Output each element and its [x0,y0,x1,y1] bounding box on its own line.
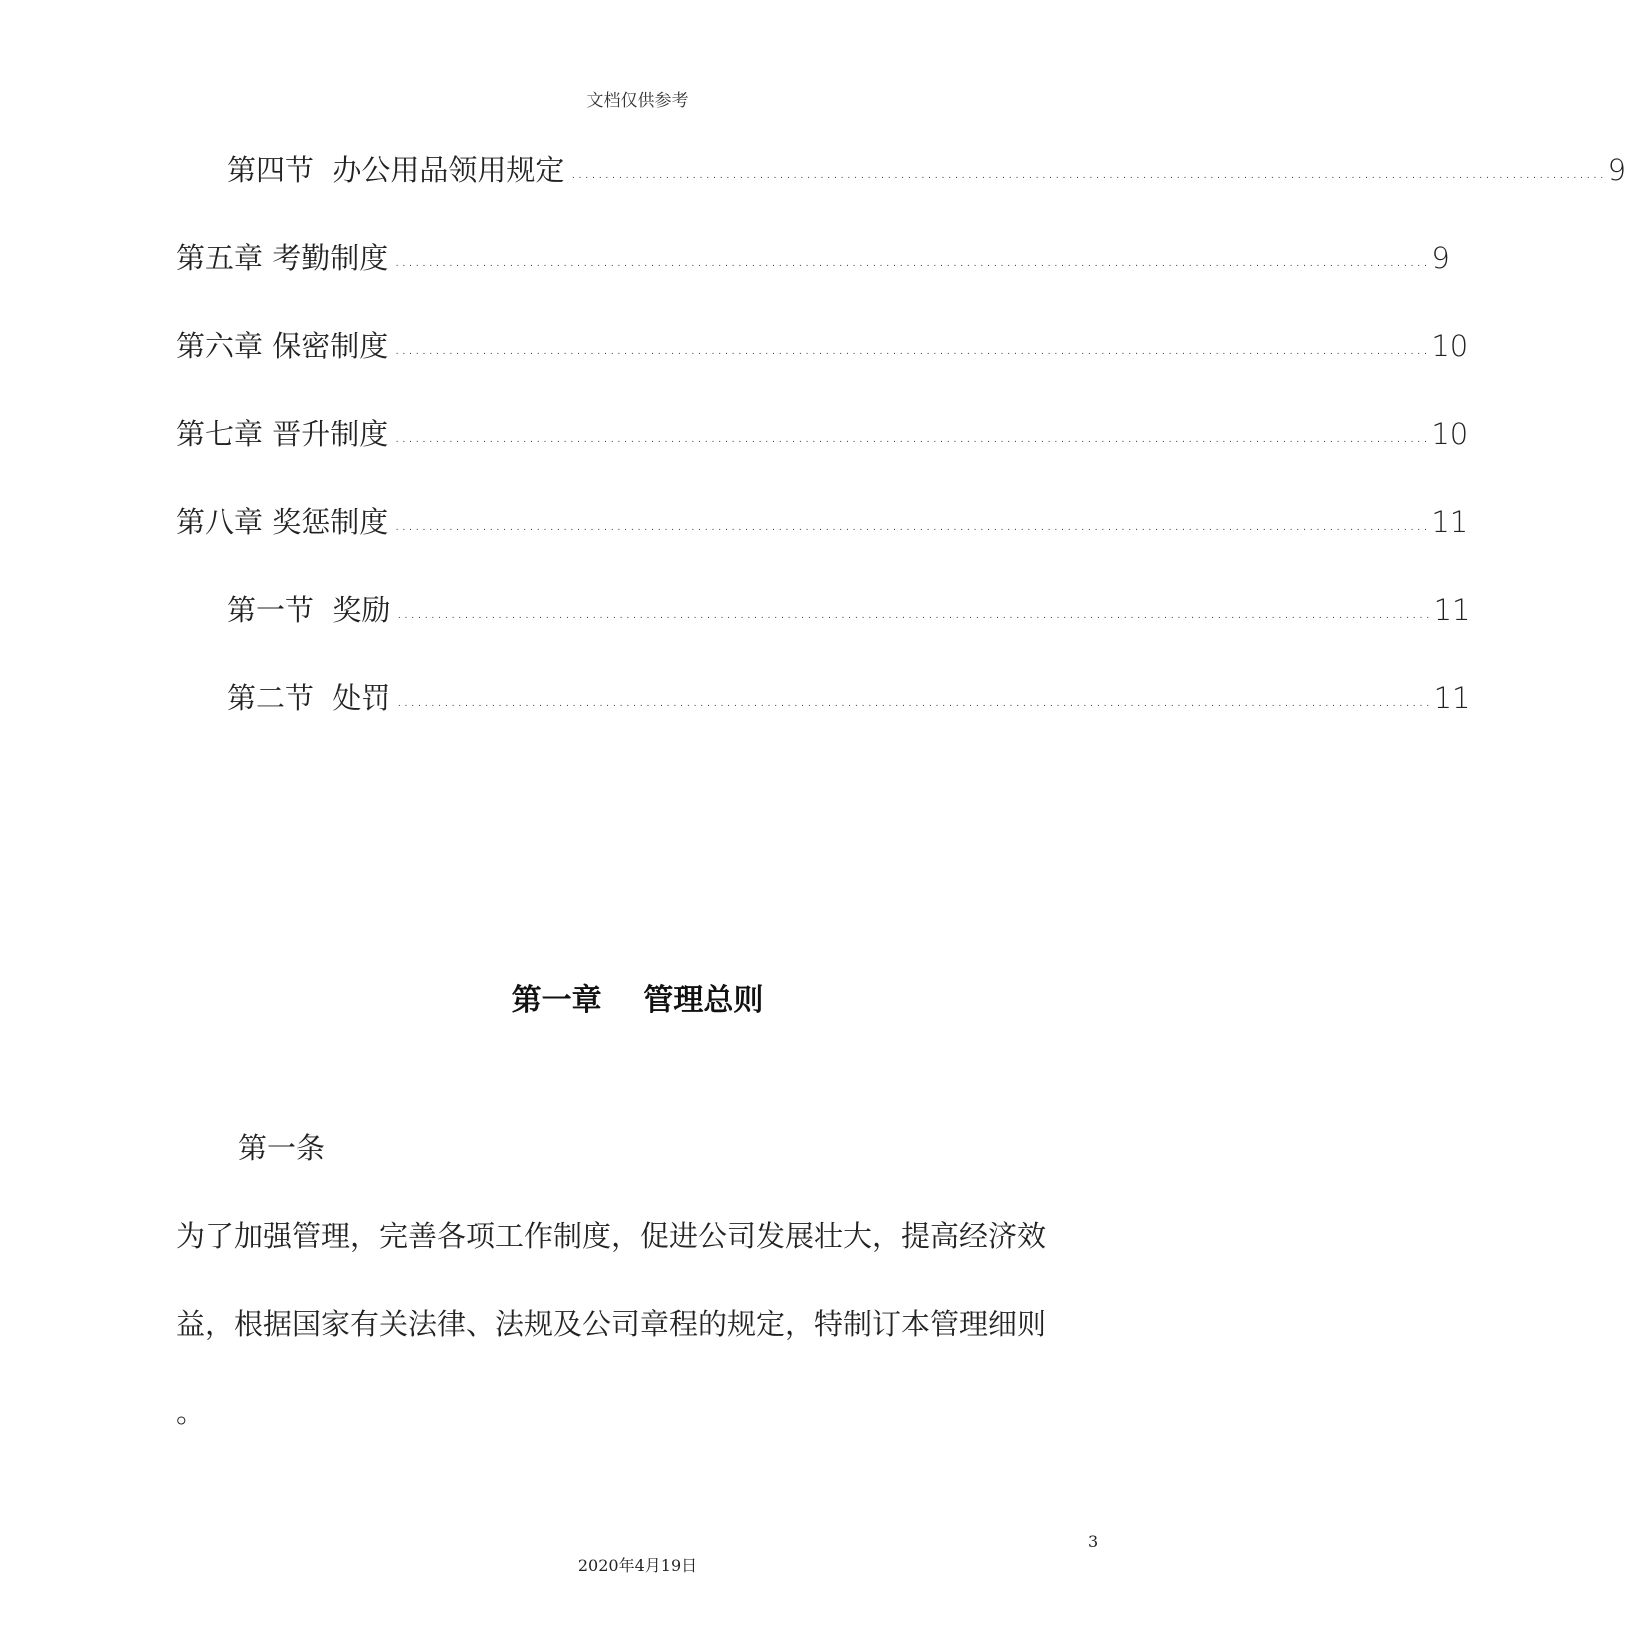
toc-leader-dots: .......................................................................................................................................................... [570,162,1606,183]
toc-entry-title: 第七章 晋升制度 [176,417,389,451]
toc-leader-dots: .......................................................................................................................................................... [394,250,1430,271]
toc-leader-dots: .......................................................................................................................................................... [394,426,1430,447]
body-line: 益，根据国家有关法律、法规及公司章程的规定，特制订本管理细则 [176,1307,1047,1341]
toc-leader-dots: .......................................................................................................................................................... [396,602,1432,623]
toc-leader-dots: .......................................................................................................................................................... [396,690,1432,711]
toc-entry-title: 第五章 考勤制度 [176,241,389,275]
footer-date: 2020年4月19日 [577,1556,698,1575]
toc-entry-page: 9 [1607,153,1626,187]
page-number: 3 [1088,1532,1099,1551]
body-line: 为了加强管理，完善各项工作制度，促进公司发展壮大，提高经济效 [176,1219,1047,1253]
toc-leader-dots: .......................................................................................................................................................... [394,338,1430,359]
article-body [176,1192,1096,1456]
toc-entry-page: 11 [1433,681,1471,715]
toc-entry[interactable] [176,326,1469,414]
toc-entry[interactable] [176,414,1469,502]
toc-leader-dots: .......................................................................................................................................................... [394,514,1430,535]
toc-entry-title: 第六章 保密制度 [176,329,389,363]
body-line: 。 [176,1395,206,1429]
toc-entry[interactable] [176,502,1469,590]
toc-entry-title: 第二节 处罚 [227,681,391,715]
article-label: 第一条 [238,1131,326,1165]
table-of-contents [176,150,1626,766]
toc-entry-page: 10 [1431,417,1469,451]
toc-entry-page: 11 [1431,505,1469,539]
toc-entry-page: 11 [1433,593,1471,627]
toc-entry-page: 10 [1431,329,1469,363]
toc-entry[interactable] [176,678,1471,766]
toc-entry[interactable] [176,150,1626,238]
toc-entry-title: 第四节 办公用品领用规定 [227,153,565,187]
document-header: 文档仅供参考 [586,91,689,111]
toc-entry-title: 第八章 奖惩制度 [176,505,389,539]
toc-entry[interactable] [176,590,1471,678]
chapter-heading: 第一章 管理总则 [511,983,764,1018]
toc-entry[interactable] [176,238,1450,326]
toc-entry-page: 9 [1431,241,1450,275]
toc-entry-title: 第一节 奖励 [227,593,391,627]
